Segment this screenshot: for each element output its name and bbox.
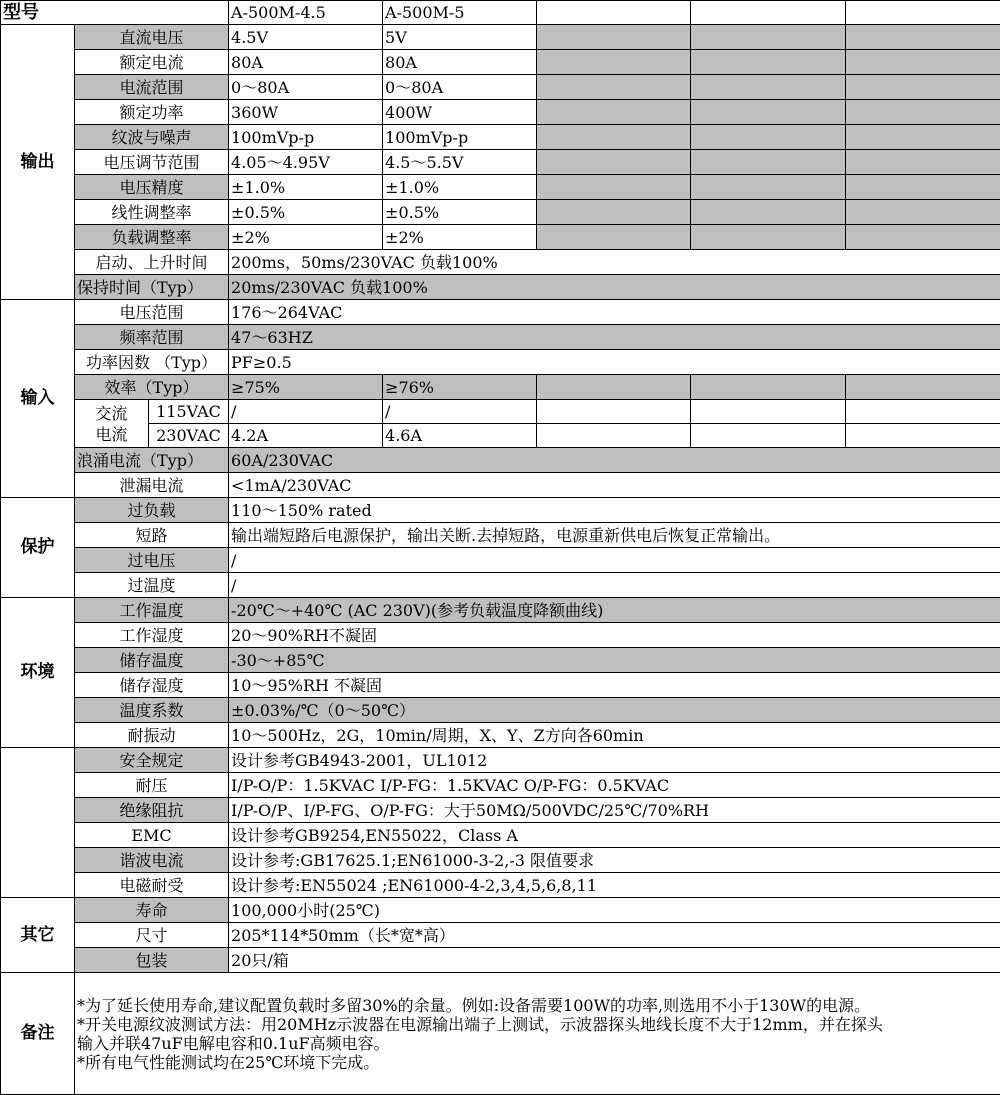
table-row <box>1 100 1000 125</box>
cell-value: 20ms/230VAC 负载100% <box>229 275 1000 300</box>
cell-empty <box>537 100 691 125</box>
cell-empty <box>846 200 1000 225</box>
cell-empty <box>846 100 1000 125</box>
remark-line: *为了延长使用寿命,建议配置负载时多留30%的余量。例如:设备需要100W的功率,则选用不小于130W的电源。 <box>77 995 871 1015</box>
table-row <box>1 573 1000 598</box>
row-label: 储存温度 <box>75 648 229 673</box>
table-row <box>1 648 1000 673</box>
cell-empty <box>846 400 1000 424</box>
table-row <box>1 548 1000 573</box>
cell-empty <box>846 125 1000 150</box>
row-label: 额定电流 <box>75 50 229 75</box>
cell-empty <box>691 75 846 100</box>
row-label: 温度系数 <box>75 698 229 723</box>
row-label: 保持时间（Typ） <box>75 275 229 300</box>
table-row <box>1 175 1000 200</box>
table-row <box>1 823 1000 848</box>
row-label: 电流范围 <box>75 75 229 100</box>
cell-value: ±0.03%/℃（0～50℃） <box>229 698 1000 723</box>
row-label: 包装 <box>75 948 229 973</box>
group-remarks: 备注 <box>1 973 75 1095</box>
row-label: 效率（Typ） <box>75 375 229 400</box>
table-row <box>1 75 1000 100</box>
table-row <box>1 723 1000 748</box>
table-row <box>1 673 1000 698</box>
cell-value: 4.2A <box>229 424 383 448</box>
group-safety <box>1 748 75 898</box>
cell-empty <box>537 400 691 424</box>
cell-empty <box>691 375 846 400</box>
table-row <box>1 225 1000 250</box>
cell-value: 设计参考:EN55024 ;EN61000-4-2,3,4,5,6,8,11 <box>229 873 1000 898</box>
model-5 <box>846 1 1000 25</box>
cell-value: ±2% <box>383 225 537 250</box>
cell-value: 400W <box>383 100 537 125</box>
row-label: 工作温度 <box>75 598 229 623</box>
cell-value: 设计参考GB4943-2001，UL1012 <box>229 748 1000 773</box>
cell-empty <box>537 375 691 400</box>
table-row <box>1 523 1000 548</box>
row-label: 功率因数 （Typ） <box>75 350 229 375</box>
cell-value: 100mVp-p <box>383 125 537 150</box>
table-row <box>1 473 1000 498</box>
table-row <box>1 948 1000 973</box>
cell-value: ≥76% <box>383 375 537 400</box>
ac-current-label-bottom: 电流 <box>95 424 128 444</box>
cell-value: / <box>229 400 383 424</box>
group-protection: 保护 <box>1 498 75 598</box>
row-label: 电磁耐受 <box>75 873 229 898</box>
row-label: 电压调节范围 <box>75 150 229 175</box>
cell-value: <1mA/230VAC <box>229 473 1000 498</box>
row-label: 额定功率 <box>75 100 229 125</box>
table-row <box>1 498 1000 523</box>
row-label: 浪涌电流（Typ） <box>75 448 229 473</box>
table-row <box>1 200 1000 225</box>
model-header-row <box>1 1 1000 25</box>
cell-value: ±1.0% <box>383 175 537 200</box>
cell-value: 20只/箱 <box>229 948 1000 973</box>
cell-value: 200ms，50ms/230VAC 负载100% <box>229 250 1000 275</box>
cell-empty <box>537 150 691 175</box>
row-label: 电压精度 <box>75 175 229 200</box>
cell-value: 100mVp-p <box>229 125 383 150</box>
cell-empty <box>846 75 1000 100</box>
cell-value: 0～80A <box>229 75 383 100</box>
cell-empty <box>537 175 691 200</box>
cell-value: 10～500Hz，2G，10min/周期，X、Y、Z方向各60min <box>229 723 1000 748</box>
row-label: 短路 <box>75 523 229 548</box>
row-label: 耐压 <box>75 773 229 798</box>
table-row <box>1 873 1000 898</box>
cell-empty <box>846 50 1000 75</box>
cell-value: 20～90%RH不凝固 <box>229 623 1000 648</box>
row-label: 频率范围 <box>75 325 229 350</box>
cell-value: 设计参考GB9254,EN55022，Class A <box>229 823 1000 848</box>
cell-empty <box>691 100 846 125</box>
row-label: 过温度 <box>75 573 229 598</box>
cell-empty <box>691 125 846 150</box>
table-row <box>1 400 1000 424</box>
row-label: 绝缘阻抗 <box>75 798 229 823</box>
cell-value: / <box>229 573 1000 598</box>
table-row <box>1 798 1000 823</box>
cell-value: 4.5～5.5V <box>383 150 537 175</box>
model-label: 型号 <box>1 1 229 25</box>
cell-value: -30～+85℃ <box>229 648 1000 673</box>
table-row <box>1 598 1000 623</box>
cell-value: ±0.5% <box>229 200 383 225</box>
sub-label: 115VAC <box>149 400 229 424</box>
ac-current-label-top: 交流 <box>95 403 128 423</box>
row-label: 安全规定 <box>75 748 229 773</box>
model-2: A-500M-5 <box>383 1 537 25</box>
cell-empty <box>537 25 691 50</box>
cell-empty <box>537 125 691 150</box>
cell-value: 47～63HZ <box>229 325 1000 350</box>
cell-value: 4.6A <box>383 424 537 448</box>
cell-value: 205*114*50mm（长*宽*高） <box>229 923 1000 948</box>
table-row <box>1 973 1000 1095</box>
row-label: 寿命 <box>75 898 229 923</box>
group-output: 输出 <box>1 25 75 300</box>
table-row <box>1 50 1000 75</box>
cell-value: 4.5V <box>229 25 383 50</box>
cell-empty <box>846 175 1000 200</box>
cell-value: 5V <box>383 25 537 50</box>
group-environment: 环境 <box>1 598 75 748</box>
row-label: 负载调整率 <box>75 225 229 250</box>
row-label: 储存湿度 <box>75 673 229 698</box>
cell-empty <box>691 424 846 448</box>
remark-line: *所有电气性能测试均在25℃环境下完成。 <box>77 1052 380 1072</box>
cell-empty <box>846 375 1000 400</box>
cell-empty <box>846 150 1000 175</box>
row-label: 过负载 <box>75 498 229 523</box>
cell-empty <box>691 150 846 175</box>
row-label: 启动、上升时间 <box>75 250 229 275</box>
cell-empty <box>691 50 846 75</box>
group-other: 其它 <box>1 898 75 973</box>
cell-empty <box>846 225 1000 250</box>
cell-value: 10～95%RH 不凝固 <box>229 673 1000 698</box>
cell-value: ±2% <box>229 225 383 250</box>
cell-empty <box>537 424 691 448</box>
table-row <box>1 748 1000 773</box>
cell-value: 0～80A <box>383 75 537 100</box>
cell-empty <box>537 225 691 250</box>
table-row <box>1 448 1000 473</box>
cell-value: 80A <box>383 50 537 75</box>
table-row <box>1 698 1000 723</box>
table-row <box>1 623 1000 648</box>
group-input: 输入 <box>1 300 75 498</box>
remark-line: 输入并联47uF电解电容和0.1uF高频电容。 <box>77 1033 390 1053</box>
remarks-text <box>75 973 1000 1095</box>
table-row <box>1 350 1000 375</box>
model-4 <box>691 1 846 25</box>
cell-value: 110～150% rated <box>229 498 1000 523</box>
cell-value: -20℃～+40℃ (AC 230V)(参考负载温度降额曲线) <box>229 598 1000 623</box>
table-row <box>1 250 1000 275</box>
model-3 <box>537 1 691 25</box>
cell-value: I/P-O/P、I/P-FG、O/P-FG：大于50MΩ/500VDC/25℃/70%RH <box>229 798 1000 823</box>
cell-value: PF≥0.5 <box>229 350 1000 375</box>
cell-empty <box>846 424 1000 448</box>
cell-empty <box>691 25 846 50</box>
cell-value: ≥75% <box>229 375 383 400</box>
cell-value: I/P-O/P：1.5KVAC I/P-FG：1.5KVAC O/P-FG：0.5KVAC <box>229 773 1000 798</box>
ac-current-label <box>75 400 149 448</box>
cell-value: 100,000小时(25℃) <box>229 898 1000 923</box>
table-row <box>1 848 1000 873</box>
cell-empty <box>691 175 846 200</box>
model-1: A-500M-4.5 <box>229 1 383 25</box>
cell-empty <box>537 200 691 225</box>
table-row <box>1 898 1000 923</box>
row-label: 电压范围 <box>75 300 229 325</box>
table-row <box>1 424 1000 448</box>
table-row <box>1 150 1000 175</box>
cell-empty <box>691 225 846 250</box>
cell-value: 4.05～4.95V <box>229 150 383 175</box>
row-label: 工作湿度 <box>75 623 229 648</box>
row-label: 直流电压 <box>75 25 229 50</box>
cell-value: 80A <box>229 50 383 75</box>
cell-value: / <box>383 400 537 424</box>
cell-value: ±0.5% <box>383 200 537 225</box>
cell-empty <box>691 400 846 424</box>
cell-value: ±1.0% <box>229 175 383 200</box>
cell-empty <box>537 50 691 75</box>
sub-label: 230VAC <box>149 424 229 448</box>
row-label: 纹波与噪声 <box>75 125 229 150</box>
table-row <box>1 325 1000 350</box>
cell-value: 360W <box>229 100 383 125</box>
table-row <box>1 773 1000 798</box>
row-label: 尺寸 <box>75 923 229 948</box>
row-label: EMC <box>75 823 229 848</box>
cell-empty <box>846 25 1000 50</box>
table-row <box>1 375 1000 400</box>
cell-value: 60A/230VAC <box>229 448 1000 473</box>
row-label: 泄漏电流 <box>75 473 229 498</box>
cell-value: 176～264VAC <box>229 300 1000 325</box>
cell-value: 设计参考:GB17625.1;EN61000-3-2,-3 限值要求 <box>229 848 1000 873</box>
row-label: 线性调整率 <box>75 200 229 225</box>
cell-empty <box>691 200 846 225</box>
remark-line: *开关电源纹波测试方法：用20MHz示波器在电源输出端子上测试，示波器探头地线长度不大于12mm，并在探头 <box>77 1014 883 1034</box>
cell-empty <box>537 75 691 100</box>
row-label: 过电压 <box>75 548 229 573</box>
cell-value: 输出端短路后电源保护，输出关断.去掉短路，电源重新供电后恢复正常输出。 <box>229 523 1000 548</box>
table-row <box>1 300 1000 325</box>
row-label: 谐波电流 <box>75 848 229 873</box>
table-row <box>1 923 1000 948</box>
row-label: 耐振动 <box>75 723 229 748</box>
table-row <box>1 125 1000 150</box>
cell-value: / <box>229 548 1000 573</box>
table-row <box>1 25 1000 50</box>
table-row <box>1 275 1000 300</box>
